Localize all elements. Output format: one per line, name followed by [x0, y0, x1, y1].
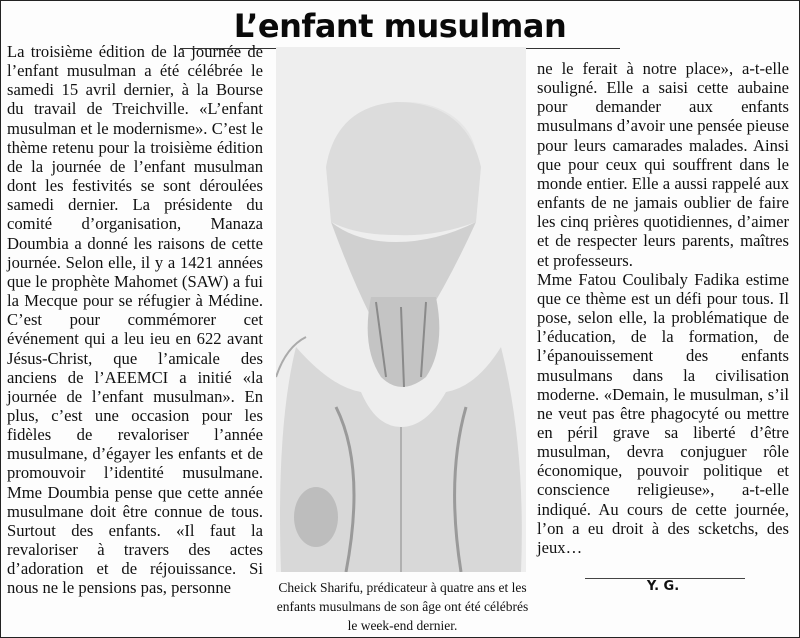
- right-column-paragraph-1: ne le ferait à notre place», a-t-elle souligné. Elle a saisi cette aubaine pour demander aux enfants musulmans d’avoir une pensée pieuse pour leurs camarades malades. Ainsi que pour ceux qui souffrent dans le monde entier. Elle a aussi rappelé aux enfants de ne jamais oublier de faire les cinq prières quotidiennes, d’aimer et de respecter leurs parents, maîtres et professeurs.: [537, 59, 789, 270]
- photo-caption: Cheick Sharifu, prédicateur à quatre ans et les enfants musulmans de son âge ont été célébrés le week-end dernier.: [276, 580, 529, 633]
- article-title: L’enfant musulman: [180, 4, 620, 49]
- left-column: [7, 42, 263, 598]
- author-signature: Y. G.: [646, 579, 680, 594]
- left-column-text: La troisième édition de la journée de l’enfant musulman a été célébrée le samedi 15 avril dernier, à la Bourse du travail de Treichville. «L’enfant musulman et le modernisme». C’est le thème retenu pour la troisième édition de la journée de l’enfant musulman dont les festivités se sont déroulées samedi dernier. La présidente du comité d’organisation, Manaza Doumbia a donné les raisons de cette journée. Selon elle, il y a 1421 années que le prophète Mahomet (SAW) a fui la Mecque pour se réfugier à Médine. C’est pour commémorer cet événement qui a leu ieu en 622 avant Jésus-Christ, que l’amicale des anciens de l’AEEMCI a initié «la journée de l’enfant musulman». En plus, c’est une occasion pour les fidèles de revaloriser l’année musulmane, d’égayer les enfants et de promouvoir l’identité musulmane. Mme Doumbia pense que cette année musulmane doit être connue de tous. Surtout des enfants. «Il faut la revaloriser à travers des actes d’adoration et de réjouissance. Si nous ne le pensions pas, personne: [7, 42, 263, 598]
- right-column-paragraph-2: Mme Fatou Coulibaly Fadika estime que ce thème est un défi pour tous. Il pose, selon elle, la problématique de l’éducation, de la formation, de l’épanouissement des enfants musulmans dans la civilisation moderne. «Demain, le musulman, s’il ne veut pas être phagocyté ou mettre en péril grave sa liberté d’être musulman, devra conjuguer rôle économique, pouvoir politique et conscience religieuse», a-t-elle indiqué. Au cours de cette journée, l’on a eu droit à des scketchs, des jeux…: [537, 269, 789, 557]
- right-column: [537, 59, 789, 557]
- article-photo: [276, 47, 526, 572]
- photo-image: [276, 47, 526, 572]
